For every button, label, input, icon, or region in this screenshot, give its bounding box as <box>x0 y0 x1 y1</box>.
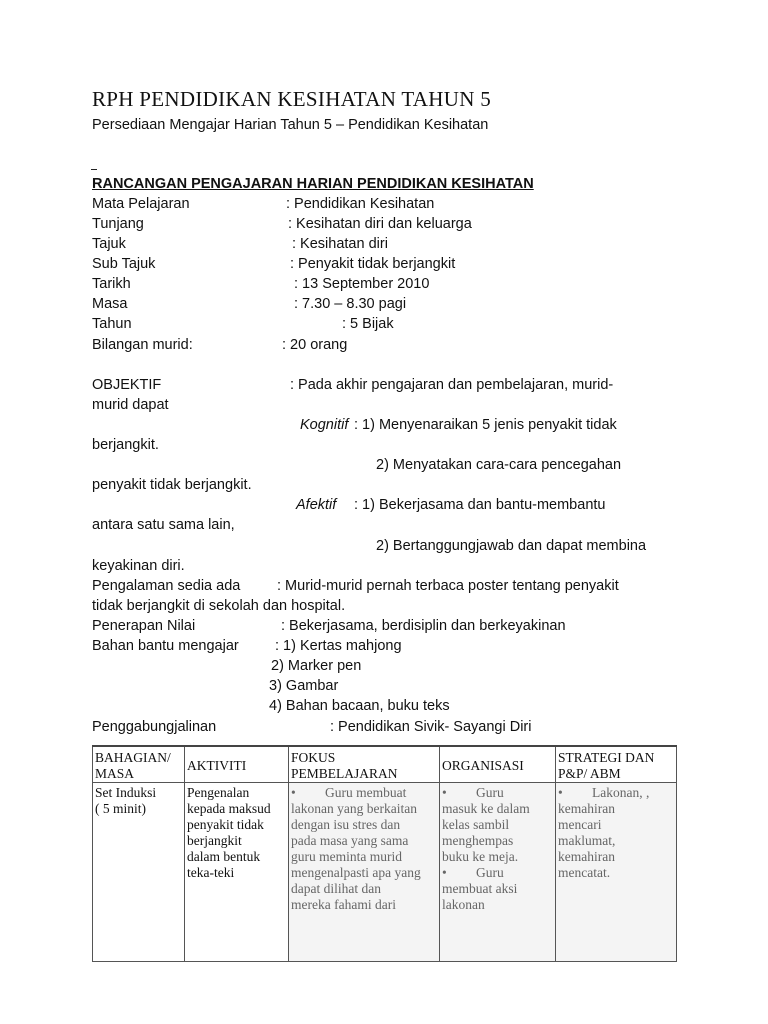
bullet-icon: • <box>558 785 563 800</box>
bahagian-line: ( 5 minit) <box>95 801 146 816</box>
field-value-mata-pelajaran: : Pendidikan Kesihatan <box>286 196 435 212</box>
organisasi-line: masuk ke dalam <box>442 801 530 816</box>
pengalaman-value-line1: : Murid-murid pernah terbaca poster tentang penyakit <box>277 578 619 594</box>
header-bahagian-masa: BAHAGIAN/ MASA <box>93 746 185 783</box>
organisasi-line: buku ke meja. <box>442 849 519 864</box>
strategi-line: mencari <box>558 817 602 832</box>
header-strategi: STRATEGI DAN P&P/ ABM <box>556 746 677 783</box>
strategi-line: maklumat, <box>558 833 616 848</box>
fokus-line: pada masa yang sama <box>291 833 409 848</box>
organisasi-line: lakonan <box>442 897 485 912</box>
bullet-icon: • <box>442 865 447 880</box>
kognitif-item1-line1: : 1) Menyenaraikan 5 jenis penyakit tidak <box>354 417 617 433</box>
field-value-bilangan-murid: : 20 orang <box>282 337 348 353</box>
rph-heading: RANCANGAN PENGAJARAN HARIAN PENDIDIKAN KESIHATAN <box>92 176 534 192</box>
field-value-sub-tajuk: : Penyakit tidak berjangkit <box>290 256 456 272</box>
afektif-item2-line2: keyakinan diri. <box>92 558 185 574</box>
organisasi-line: Guru <box>476 785 504 800</box>
bahan-label: Bahan bantu mengajar <box>92 638 239 654</box>
nilai-label: Penerapan Nilai <box>92 618 196 634</box>
field-label-masa: Masa <box>92 296 128 312</box>
bahagian-line: Set Induksi <box>95 785 157 800</box>
pengalaman-label: Pengalaman sedia ada <box>92 578 241 594</box>
field-label-tahun: Tahun <box>92 316 132 332</box>
objektif-intro-line1: : Pada akhir pengajaran dan pembelajaran, murid- <box>290 377 614 393</box>
kognitif-item1-line2: berjangkit. <box>92 437 159 453</box>
divider-dash <box>91 169 97 170</box>
organisasi-line: membuat aksi <box>442 881 518 896</box>
cell-strategi <box>556 783 677 962</box>
field-value-tarikh: : 13 September 2010 <box>294 276 430 292</box>
cell-aktiviti <box>185 783 289 962</box>
lesson-table <box>92 745 677 962</box>
aktiviti-line: Pengenalan <box>187 785 250 800</box>
fokus-line: dengan isu stres dan <box>291 817 401 832</box>
strategi-line: Lakonan, , <box>592 785 650 800</box>
penggabungjalinan-value: : Pendidikan Sivik- Sayangi Diri <box>330 719 532 735</box>
header-aktiviti: AKTIVITI <box>185 746 289 783</box>
field-label-tajuk: Tajuk <box>92 236 126 252</box>
afektif-item2-line1: 2) Bertanggungjawab dan dapat membina <box>376 538 647 554</box>
afektif-label: Afektif <box>296 497 337 513</box>
document-subtitle: Persediaan Mengajar Harian Tahun 5 – Pendidikan Kesihatan <box>92 117 489 133</box>
field-label-mata-pelajaran: Mata Pelajaran <box>92 196 190 212</box>
fokus-line: mereka fahami dari <box>291 897 396 912</box>
header-fokus-pembelajaran: FOKUS PEMBELAJARAN <box>289 746 440 783</box>
strategi-line: mencatat. <box>558 865 611 880</box>
field-value-masa: : 7.30 – 8.30 pagi <box>294 296 407 312</box>
strategi-line: kemahiran <box>558 801 615 816</box>
cell-bahagian <box>93 783 185 962</box>
kognitif-item2-line2: penyakit tidak berjangkit. <box>92 477 252 493</box>
kognitif-label: Kognitif <box>300 417 349 433</box>
field-value-tajuk: : Kesihatan diri <box>292 236 388 252</box>
bahan-item-4: 4) Bahan bacaan, buku teks <box>269 698 450 714</box>
aktiviti-line: dalam bentuk <box>187 849 261 864</box>
table-row <box>93 783 677 962</box>
table-header-row <box>93 746 677 783</box>
aktiviti-line: penyakit tidak <box>187 817 264 832</box>
objektif-label: OBJEKTIF <box>92 377 162 393</box>
objektif-intro-line2: murid dapat <box>92 397 169 413</box>
header-organisasi: ORGANISASI <box>440 746 556 783</box>
bahan-item-3: 3) Gambar <box>269 678 339 694</box>
fokus-line: guru meminta murid <box>291 849 402 864</box>
bahan-item-1: : 1) Kertas mahjong <box>275 638 402 654</box>
penggabungjalinan-label: Penggabungjalinan <box>92 719 217 735</box>
fokus-line: mengenalpasti apa yang <box>291 865 421 880</box>
fokus-line: dapat dilihat dan <box>291 881 381 896</box>
cell-organisasi <box>440 783 556 962</box>
organisasi-line: menghempas <box>442 833 514 848</box>
afektif-item1-line2: antara satu sama lain, <box>92 517 235 533</box>
kognitif-item2-line1: 2) Menyatakan cara-cara pencegahan <box>376 457 622 473</box>
aktiviti-line: berjangkit <box>187 833 242 848</box>
document-title: RPH PENDIDIKAN KESIHATAN TAHUN 5 <box>92 87 492 111</box>
afektif-item1-line1: : 1) Bekerjasama dan bantu-membantu <box>354 497 606 513</box>
fokus-line: Guru membuat <box>325 785 407 800</box>
bahan-item-2: 2) Marker pen <box>271 658 362 674</box>
bullet-icon: • <box>291 785 296 800</box>
aktiviti-line: kepada maksud <box>187 801 271 816</box>
pengalaman-value-line2: tidak berjangkit di sekolah dan hospital. <box>92 598 346 614</box>
nilai-value: : Bekerjasama, berdisiplin dan berkeyakinan <box>281 618 566 634</box>
aktiviti-line: teka-teki <box>187 865 235 880</box>
strategi-line: kemahiran <box>558 849 615 864</box>
field-label-tunjang: Tunjang <box>92 216 144 232</box>
organisasi-line: kelas sambil <box>442 817 510 832</box>
field-value-tahun: : 5 Bijak <box>342 316 394 332</box>
field-label-sub-tajuk: Sub Tajuk <box>92 256 156 272</box>
organisasi-line: Guru <box>476 865 504 880</box>
field-label-bilangan-murid: Bilangan murid: <box>92 337 193 353</box>
field-label-tarikh: Tarikh <box>92 276 131 292</box>
field-value-tunjang: : Kesihatan diri dan keluarga <box>288 216 472 232</box>
bullet-icon: • <box>442 785 447 800</box>
cell-fokus <box>289 783 440 962</box>
fokus-line: lakonan yang berkaitan <box>291 801 417 816</box>
